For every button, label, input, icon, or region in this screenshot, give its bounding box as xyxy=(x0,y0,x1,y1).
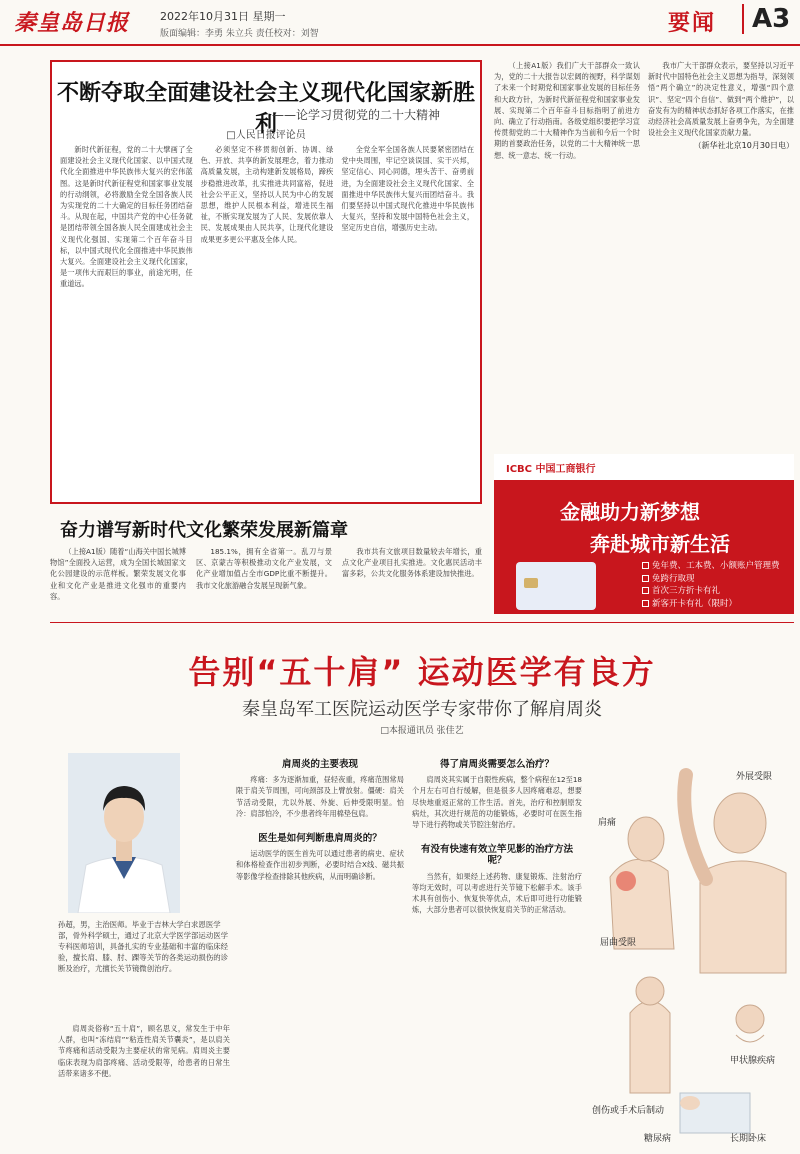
source-credit: （新华社北京10月30日电） xyxy=(693,141,794,151)
subhead-treatment: 得了肩周炎需要怎么治疗？ xyxy=(439,759,554,770)
editorial-byline: □人民日报评论员 xyxy=(226,130,306,141)
right-article-col-2 xyxy=(648,60,794,446)
page-number: A3 xyxy=(742,4,790,34)
ad-benefit: 免跨行取现 xyxy=(642,573,780,586)
editorial-title: 不断夺取全面建设社会主义现代化国家新胜利 xyxy=(56,81,475,137)
label-thyroid: 甲状腺疾病 xyxy=(730,1056,776,1066)
ad-benefit: 首次三方折卡有礼 xyxy=(642,585,780,598)
masthead xyxy=(0,0,800,46)
editorial-body xyxy=(60,144,474,500)
section-name: 要闻 xyxy=(668,11,717,36)
editorial-col-2: 必须坚定不移贯彻创新、协调、绿色、开放、共享的新发展理念，着力推动高质量发展，主动构建新发展格局，蹄疾步稳推进改革，扎实推进共同富裕，促进社会公平正义，坚持以人民为中心的发展思想，维护人民根本利益，增进民生福祉，不断实现发展为了人民、发展依靠人民、发展成果由人民共享，让现代化建设成果更多更公平惠及全体人民。 xyxy=(200,145,334,244)
checkbox-icon xyxy=(642,600,649,607)
right-article-text-1: （上接A1版）我们广大干部群众一致认为，党的二十大报告以宏阔的视野，科学谋划了未来一个时期党和国家事业发展的目标任务和大政方针，为新时代新征程党和国家事业发展、实现第二个百年奋斗目标指明了前进方向、确立了行动指南。各级党组织要把学习宣传贯彻党的二十大精神作为当前和今后一个时期的首要政治任务，以党的二十大精神统一思想、统一意志、统一行动。 xyxy=(494,61,640,160)
checkbox-icon xyxy=(642,587,649,594)
subhead-symptoms: 肩周炎的主要表现 xyxy=(281,759,358,770)
fast-treatment-text: 当然有，如果经上述药物、康复锻炼、注射治疗等均无效时，可以考虑进行关节镜下松解手术。该手术具有创伤小、恢复快等优点，术后即可进行功能锻炼，大部分患者可以很快恢复肩关节的正常活动。 xyxy=(412,871,582,915)
editor-credits: 版面编辑：李勇 朱立兵 责任校对：刘智 xyxy=(160,29,319,39)
label-abduction: 外展受限 xyxy=(736,772,773,782)
icbc-advertisement[interactable] xyxy=(494,454,794,614)
health-feature xyxy=(50,622,794,1148)
issue-date: 2022年10月31日 星期一 xyxy=(160,10,286,23)
subhead-fast-treatment: 有没有快速有效立竿见影的治疗方法呢？ xyxy=(420,844,573,867)
ad-header xyxy=(494,454,794,480)
label-flexion: 屈曲受限 xyxy=(600,938,637,948)
right-article-text-2: 我市广大干部群众表示，要坚持以习近平新时代中国特色社会主义思想为指导，深刻领悟“两个确立”的决定性意义，增强“四个意识”、坚定“四个自信”、做到“两个维护”，以奋发有为的精神状态抓好各项工作落实，在推动经济社会高质量发展上奋勇争先，为全面建设社会主义现代化国家贡献力量。 xyxy=(648,61,794,138)
shoulder-anatomy-illustration xyxy=(590,753,790,1145)
icbc-logo: ICBC 中国工商银行 xyxy=(506,464,596,475)
right-article-col-1 xyxy=(494,60,640,446)
feature-intro: 肩周炎俗称“五十肩”，顾名思义，常发生于中年人群，也叫“冻结肩”“粘连性肩关节囊炎”，是以肩关节疼痛和活动受限为主要症状的常见病。肩周炎主要临床表现为肩部疼痛、活动受限等，给患者的日常生活带来诸多不便。 xyxy=(58,1024,230,1078)
doctor-bio: 孙超，男，主治医师。毕业于吉林大学白求恩医学部，骨外科学硕士，通过了北京大学医学部运动医学专科医师培训，具备扎实的专业基础和丰富的临床经验，擅长肩、膝、肘、踝等关节的各类运动损伤的诊断及治疗，尤擅长关节镜微创治疗。 xyxy=(58,920,228,973)
label-bedridden: 长期卧床 xyxy=(730,1134,767,1144)
ad-headline-1: 金融助力新梦想 xyxy=(560,500,700,524)
feature-subtitle: 秦皇岛军工医院运动医学专家带你了解肩周炎 xyxy=(242,699,602,720)
editorial-article xyxy=(50,60,482,504)
culture-article-col-2: 185.1%，拥有全省第一。乱刀与景区、京蒙古等积极推动文化产业发展，文化产业增加值占全市GDP比重不断提升。我市文化旅游融合发展呈现新气象。 xyxy=(196,547,332,590)
label-diabetes: 糖尿病 xyxy=(644,1134,672,1144)
checkbox-icon xyxy=(642,562,649,569)
feature-col-2 xyxy=(236,753,404,1145)
ad-benefit: 新客开卡有礼（限时） xyxy=(642,598,780,611)
bank-card-icon xyxy=(516,562,596,610)
culture-article-col-3: 我市共有文旅项目数量较去年增长，重点文化产业项目扎实推进。文化惠民活动丰富多彩，公共文化服务体系建设加快推进。 xyxy=(342,547,482,579)
newspaper-logo: 秦皇岛日报 xyxy=(14,10,130,36)
subhead-diagnosis: 医生是如何判断患肩周炎的？ xyxy=(258,833,382,845)
feature-col-3 xyxy=(412,753,582,1145)
label-trauma: 创伤或手术后制动 xyxy=(592,1106,665,1116)
feature-title: 告别“五十肩” 运动医学有良方 xyxy=(188,653,656,691)
label-shoulder-pain: 肩痛 xyxy=(598,818,617,828)
editorial-col-3: 全党全军全国各族人民要紧密团结在党中央周围，牢记空谈误国、实干兴邦，坚定信心、同心同德，埋头苦干、奋勇前进，为全面建设社会主义现代化国家、全面推进中华民族伟大复兴而团结奋斗。我们要坚持以中国式现代化推进中华民族伟大复兴，坚持和发展中国特色社会主义，坚定历史自信，增强历史主动。 xyxy=(341,145,475,233)
ad-benefit: 免年费、工本费、小额账户管理费 xyxy=(642,560,780,573)
culture-article-col-1: （上接A1版）随着“山海关中国长城博物馆”全面投入运营，成为全国长城国家文化公园建设的示范样板。繁荣发展文化事业和文化产业是推进文化强市的重要内容。 xyxy=(50,547,186,601)
ad-headline-2: 奔赴城市新生活 xyxy=(590,532,730,556)
symptoms-text: 疼痛：多为逐渐加重，昼轻夜重，疼痛范围常局限于肩关节周围，可向颈部及上臂放射。僵硬：肩关节活动受限，尤以外展、外旋、后伸受限明显。怕冷：肩部怕冷，不少患者终年用棉垫包肩。 xyxy=(236,775,404,818)
feature-byline: □本报通讯员 张佳艺 xyxy=(380,726,464,736)
editorial-col-1: 新时代新征程，党的二十大擘画了全面建设社会主义现代化国家、以中国式现代化全面推进中华民族伟大复兴的宏伟蓝图。这是新时代新征程党和国家事业发展的行动纲领，必将激励全党全国各族人民为实现党的二十大确定的目标任务团结奋斗。从现在起，中国共产党的中心任务就是团结带领全国各族人民全面建成社会主义现代化强国、实现第二个百年奋斗目标，以中国式现代化全面推进中华民族伟大复兴。全面建设社会主义现代化国家，是一项伟大而艰巨的事业，前途光明，任重道远。 xyxy=(60,145,193,289)
treatment-text: 肩周炎其实属于自限性疾病，整个病程在12至18个月左右可自行缓解，但是很多人因疼痛难忍，想要尽快地重返正常的工作生活。首先，治疗和控制原发病灶，其次进行规范的功能锻炼，必要时可在医生指导下进行药物或关节腔注射治疗。 xyxy=(412,775,582,830)
checkbox-icon xyxy=(642,575,649,582)
culture-article-title: 奋力谱写新时代文化繁荣发展新篇章 xyxy=(60,520,348,541)
editorial-subtitle: ——论学习贯彻党的二十大精神 xyxy=(271,108,440,122)
doctor-photo xyxy=(68,753,180,913)
ad-benefits-list xyxy=(642,560,780,610)
diagnosis-text: 运动医学的医生首先可以通过患者的病史、症状和体格检查作出初步判断，必要时结合X线、磁共振等影像学检查排除其他疾病，从而明确诊断。 xyxy=(236,849,404,881)
